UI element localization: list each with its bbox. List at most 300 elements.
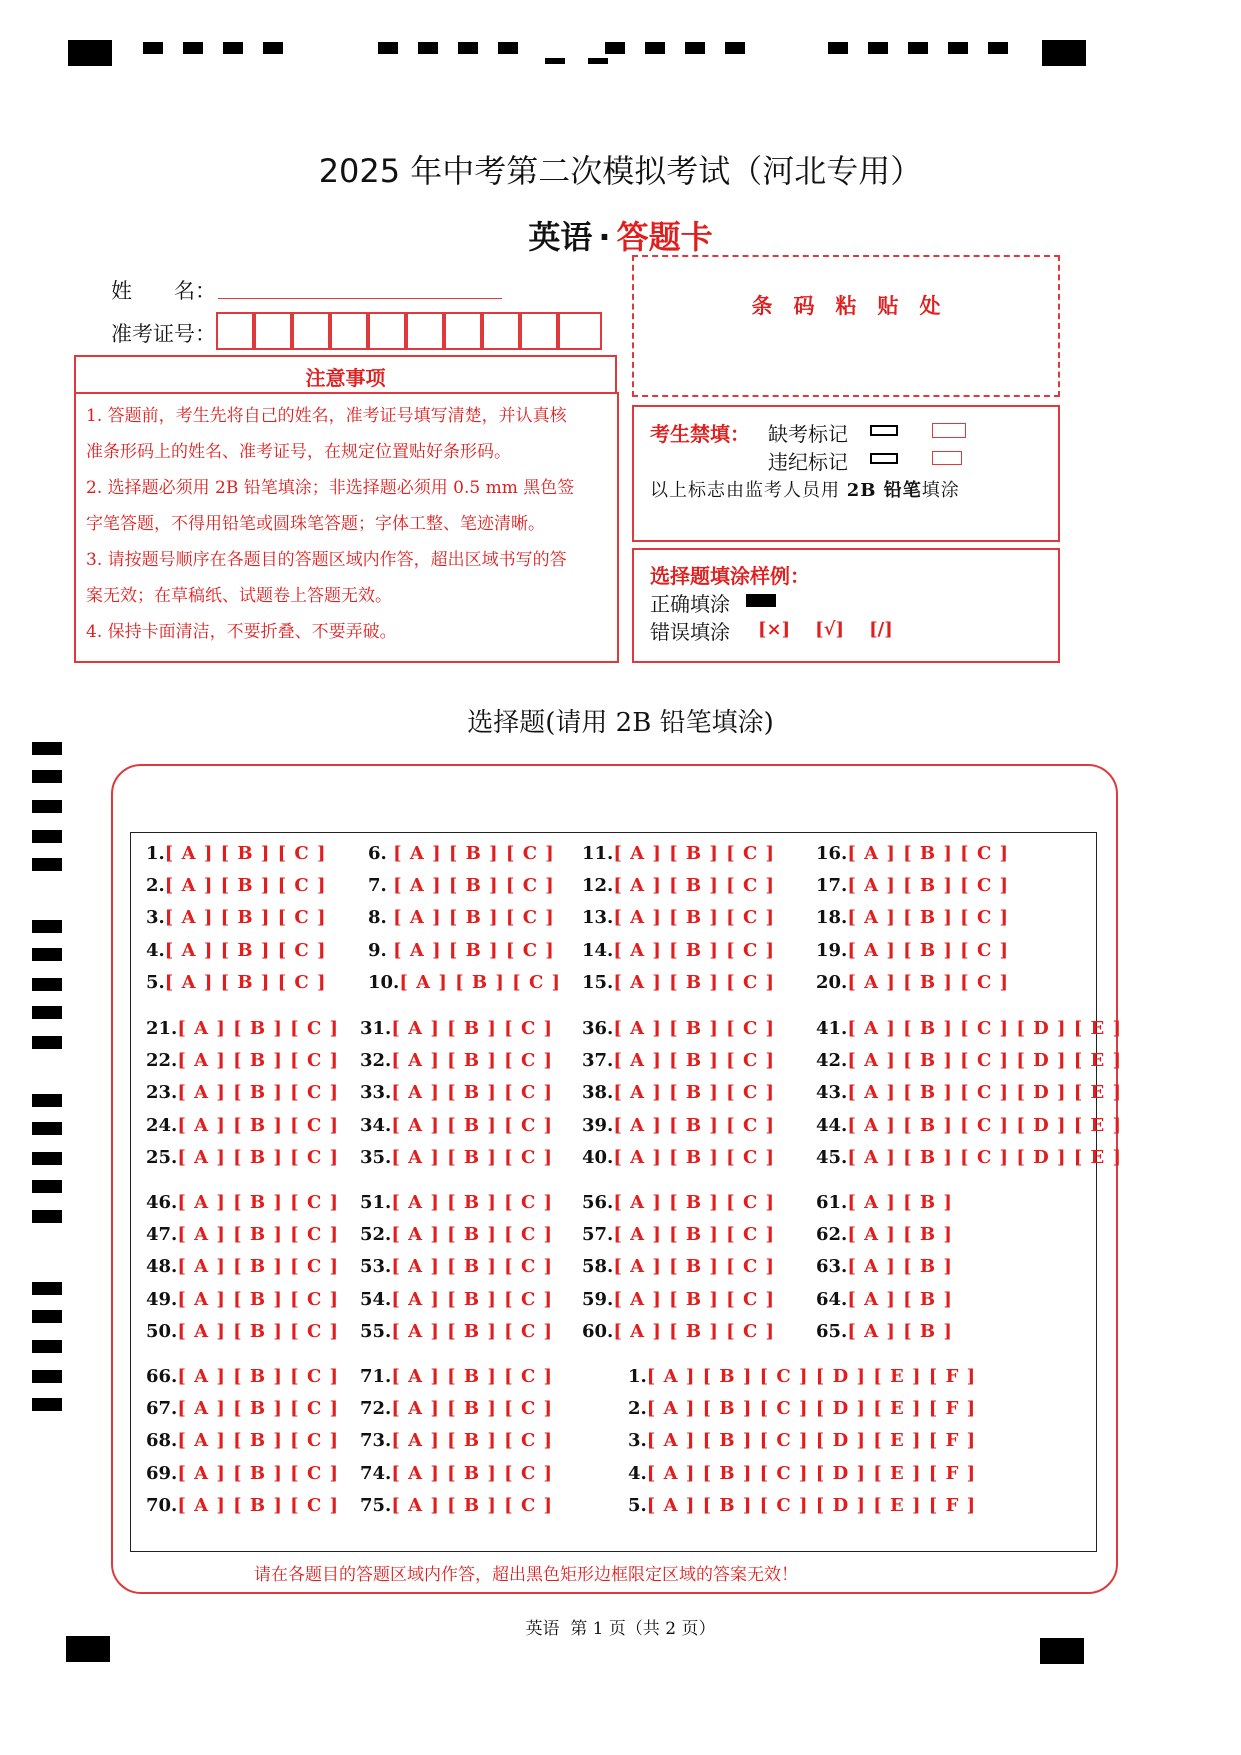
question-item[interactable] xyxy=(360,1495,553,1516)
question-number: 15. xyxy=(582,971,614,993)
question-number: 43. xyxy=(816,1082,848,1104)
question-item[interactable] xyxy=(816,1018,1122,1039)
question-item[interactable] xyxy=(360,1366,553,1387)
question-number: 73. xyxy=(360,1430,392,1452)
question-number: 8. xyxy=(368,907,394,929)
answer-options[interactable]: [ A ] [ B ] [ C ] xyxy=(393,939,555,961)
timing-mark xyxy=(223,42,243,54)
answer-options[interactable]: [ A ] [ B ] [ C ] xyxy=(391,1114,554,1136)
question-item[interactable] xyxy=(360,1192,553,1213)
question-number: 3. xyxy=(628,1430,647,1452)
question-number: 51. xyxy=(360,1192,392,1213)
answer-options[interactable]: [ A ] [ B ] [ C ] [ D ] [ E ] xyxy=(847,1114,1123,1136)
exam-id-cell[interactable] xyxy=(292,312,330,350)
notice-line: 4. 保持卡面清洁，不要折叠、不要弄破。 xyxy=(86,622,397,642)
answer-options[interactable]: [ A ] [ B ] [ C ] xyxy=(391,1288,554,1310)
timing-mark xyxy=(32,1180,62,1193)
question-item[interactable] xyxy=(146,1018,339,1039)
timing-mark xyxy=(32,1282,62,1295)
answer-options[interactable]: [ A ] [ B ] [ C ] xyxy=(177,1256,340,1278)
question-number: 23. xyxy=(146,1082,178,1104)
question-item[interactable] xyxy=(360,1463,553,1484)
question-item[interactable] xyxy=(146,875,327,896)
timing-mark xyxy=(828,42,848,54)
answer-options[interactable]: [ A ] [ B ] xyxy=(847,1288,953,1310)
answer-options[interactable]: [ A ] [ B ] [ C ] xyxy=(164,875,327,897)
answer-options[interactable]: [ A ] [ B ] [ C ] xyxy=(399,971,562,993)
question-item[interactable] xyxy=(582,843,775,864)
timing-mark xyxy=(32,1310,62,1323)
answer-options[interactable]: [ A ] [ B ] [ C ] xyxy=(391,1050,554,1072)
absent-mark-box[interactable] xyxy=(932,423,966,438)
question-item[interactable] xyxy=(146,1430,339,1451)
notice-line: 3. 请按题号顺序在各题目的答题区域内作答，超出区域书写的答 xyxy=(86,550,567,570)
timing-mark xyxy=(685,42,705,54)
question-number: 49. xyxy=(146,1288,178,1310)
proctor-title: 考生禁填： xyxy=(650,422,750,446)
notice-line: 字笔答题，不得用铅笔或圆珠笔答题；字体工整、笔迹清晰。 xyxy=(86,514,545,534)
question-item[interactable] xyxy=(146,1495,339,1516)
answer-options[interactable]: [ A ] [ B ] [ C ] xyxy=(391,1256,554,1278)
answer-options[interactable]: [ A ] [ B ] [ C ] xyxy=(391,1398,554,1420)
question-item[interactable] xyxy=(146,940,327,961)
notice-line: 1. 答题前，考生先将自己的姓名，准考证号填写清楚，并认真核 xyxy=(86,406,567,426)
absent-label: 缺考标记 xyxy=(768,422,848,446)
proctor-note-suffix: 填涂 xyxy=(921,480,960,501)
absent-sample-black xyxy=(870,425,898,436)
question-item[interactable] xyxy=(360,1289,553,1310)
answer-options[interactable]: [ A ] [ B ] [ C ] xyxy=(613,843,776,864)
question-number: 2. xyxy=(146,875,165,897)
question-item[interactable] xyxy=(146,1256,339,1277)
answer-options[interactable]: [ A ] [ B ] [ C ] xyxy=(847,971,1010,993)
question-item[interactable] xyxy=(628,1463,976,1484)
timing-mark xyxy=(948,42,968,54)
answer-options[interactable]: [ A ] [ B ] [ C ] xyxy=(613,875,776,897)
answer-options[interactable]: [ A ] [ B ] [ C ] xyxy=(177,1050,340,1072)
question-number: 44. xyxy=(816,1114,848,1136)
question-item[interactable] xyxy=(146,907,327,928)
question-item[interactable] xyxy=(582,1321,775,1342)
answer-card-label: 答题卡 xyxy=(616,218,713,256)
answer-options[interactable]: [ A ] [ B ] [ C ] xyxy=(164,907,327,929)
question-item[interactable] xyxy=(582,1018,775,1039)
question-number: 33. xyxy=(360,1082,392,1104)
question-item[interactable] xyxy=(582,907,775,928)
question-number: 1. xyxy=(146,843,165,864)
question-item[interactable] xyxy=(146,1289,339,1310)
question-number: 62. xyxy=(816,1224,848,1246)
answer-options[interactable]: [ A ] [ B ] [ C ] [ D ] [ E ] [ F ] xyxy=(646,1398,977,1420)
exam-id-cell[interactable] xyxy=(482,312,520,350)
answer-options[interactable]: [ A ] [ B ] [ C ] [ D ] [ E ] [ F ] xyxy=(646,1462,977,1484)
question-number: 22. xyxy=(146,1050,178,1072)
question-item[interactable] xyxy=(816,1192,953,1213)
question-number: 42. xyxy=(816,1050,848,1072)
question-item[interactable] xyxy=(582,940,775,961)
question-number: 32. xyxy=(360,1050,392,1072)
answer-options[interactable]: [ A ] [ B ] [ C ] xyxy=(847,939,1010,961)
answer-options[interactable]: [ A ] [ B ] [ C ] xyxy=(391,1018,554,1039)
question-item[interactable] xyxy=(816,907,1009,928)
answer-options[interactable]: [ A ] [ B ] [ C ] xyxy=(391,1082,554,1104)
answer-options[interactable]: [ A ] [ B ] [ C ] xyxy=(177,1398,340,1420)
question-item[interactable] xyxy=(146,972,327,993)
page-footer: 英语 第 1 页（共 2 页） xyxy=(525,1619,716,1639)
question-item[interactable] xyxy=(360,1398,553,1419)
question-number: 67. xyxy=(146,1398,178,1420)
timing-mark xyxy=(32,1340,62,1353)
question-item[interactable] xyxy=(816,1289,953,1310)
question-item[interactable] xyxy=(582,875,775,896)
notice-title: 注意事项 xyxy=(305,366,386,390)
exam-id-cell[interactable] xyxy=(216,312,254,350)
exam-id-cell[interactable] xyxy=(406,312,444,350)
exam-id-cell[interactable] xyxy=(558,312,602,350)
question-item[interactable] xyxy=(146,1115,339,1136)
question-item[interactable] xyxy=(628,1430,976,1451)
question-number: 9. xyxy=(368,939,394,961)
question-item[interactable] xyxy=(368,972,561,993)
answer-options[interactable]: [ A ] [ B ] [ C ] [ D ] [ E ] [ F ] xyxy=(646,1366,977,1387)
answer-options[interactable]: [ A ] [ B ] xyxy=(847,1192,953,1213)
question-item[interactable] xyxy=(628,1495,976,1516)
notice-line: 准条形码上的姓名、准考证号，在规定位置贴好条形码。 xyxy=(86,442,511,462)
timing-mark xyxy=(32,742,62,755)
question-item[interactable] xyxy=(582,972,775,993)
wrong-marks: [×] [√] [/] xyxy=(758,619,893,640)
answer-options[interactable]: [ A ] [ B ] [ C ] xyxy=(613,907,776,929)
question-item[interactable] xyxy=(146,1050,339,1071)
question-number: 55. xyxy=(360,1320,392,1342)
question-number: 71. xyxy=(360,1366,392,1387)
timing-mark xyxy=(498,42,518,54)
sample-title: 选择题填涂样例： xyxy=(650,564,810,588)
notice-line: 2. 选择题必须用 2B 铅笔填涂；非选择题必须用 0.5 mm 黑色签 xyxy=(86,478,575,498)
answer-options[interactable]: [ A ] [ B ] xyxy=(847,1320,953,1342)
question-item[interactable] xyxy=(816,972,1009,993)
timing-mark xyxy=(32,1122,62,1135)
question-number: 3. xyxy=(146,907,165,929)
answer-options[interactable]: [ A ] [ B ] [ C ] xyxy=(177,1114,340,1136)
question-number: 48. xyxy=(146,1256,178,1278)
question-number: 31. xyxy=(360,1018,392,1039)
section-title: 选择题(请用 2B 铅笔填涂) xyxy=(467,708,774,738)
answer-options[interactable]: [ A ] [ B ] [ C ] xyxy=(393,875,555,897)
timing-mark xyxy=(32,1006,62,1019)
answer-options[interactable]: [ A ] [ B ] [ C ] xyxy=(391,1320,554,1342)
question-item[interactable] xyxy=(360,1321,553,1342)
answer-options[interactable]: [ A ] [ B ] [ C ] xyxy=(613,1082,776,1104)
timing-mark xyxy=(645,42,665,54)
question-number: 4. xyxy=(628,1462,647,1484)
answer-options[interactable]: [ A ] [ B ] [ C ] xyxy=(177,1430,340,1452)
exam-id-cell[interactable] xyxy=(368,312,406,350)
answer-options[interactable]: [ A ] [ B ] [ C ] xyxy=(613,1320,776,1342)
timing-mark xyxy=(32,948,62,961)
answer-options[interactable]: [ A ] [ B ] [ C ] xyxy=(847,907,1010,929)
question-item[interactable] xyxy=(146,1366,339,1387)
exam-id-cell[interactable] xyxy=(444,312,482,350)
answer-options[interactable]: [ A ] [ B ] [ C ] [ D ] [ E ] [ F ] xyxy=(646,1494,977,1516)
question-item[interactable] xyxy=(816,875,1009,896)
question-item[interactable] xyxy=(368,843,555,864)
question-item[interactable] xyxy=(360,1256,553,1277)
answer-options[interactable]: [ A ] [ B ] [ C ] xyxy=(613,1288,776,1310)
question-item[interactable] xyxy=(816,1050,1122,1071)
question-number: 4. xyxy=(146,939,165,961)
question-item[interactable] xyxy=(816,1256,953,1277)
question-number: 19. xyxy=(816,939,848,961)
proctor-note-prefix: 以上标志由监考人员用 xyxy=(650,480,847,501)
question-number: 74. xyxy=(360,1462,392,1484)
answer-options[interactable]: [ A ] [ B ] xyxy=(847,1224,953,1246)
question-item[interactable] xyxy=(360,1224,553,1245)
question-number: 24. xyxy=(146,1114,178,1136)
question-item[interactable] xyxy=(360,1050,553,1071)
answer-options[interactable]: [ A ] [ B ] [ C ] xyxy=(613,971,776,993)
timing-mark xyxy=(32,920,62,933)
answer-options[interactable]: [ A ] [ B ] [ C ] xyxy=(613,1018,776,1039)
answer-options[interactable]: [ A ] [ B ] [ C ] [ D ] [ E ] [ F ] xyxy=(646,1430,977,1452)
question-number: 17. xyxy=(816,875,848,897)
answer-options[interactable]: [ A ] [ B ] [ C ] xyxy=(177,1462,340,1484)
correct-label: 正确填涂 xyxy=(650,592,730,616)
exam-id-label: 准考证号： xyxy=(111,322,216,346)
answer-options[interactable]: [ A ] [ B ] [ C ] xyxy=(177,1192,340,1213)
timing-mark xyxy=(32,830,62,843)
question-item[interactable] xyxy=(360,1082,553,1103)
timing-mark xyxy=(32,1036,62,1049)
question-number: 36. xyxy=(582,1018,614,1039)
timing-mark xyxy=(605,42,625,54)
answer-options[interactable]: [ A ] [ B ] [ C ] [ D ] [ E ] xyxy=(847,1018,1123,1039)
question-number: 60. xyxy=(582,1320,614,1342)
question-number: 13. xyxy=(582,907,614,929)
answer-options[interactable]: [ A ] [ B ] [ C ] xyxy=(391,1192,554,1213)
proctor-note xyxy=(650,476,960,502)
question-number: 58. xyxy=(582,1256,614,1278)
question-item[interactable] xyxy=(816,1115,1122,1136)
question-item[interactable] xyxy=(360,1147,553,1168)
question-item[interactable] xyxy=(628,1366,976,1387)
question-number: 40. xyxy=(582,1146,614,1168)
exam-id-cell[interactable] xyxy=(254,312,292,350)
question-item[interactable] xyxy=(816,1224,953,1245)
answer-options[interactable]: [ A ] [ B ] [ C ] xyxy=(847,843,1010,864)
question-item[interactable] xyxy=(146,1224,339,1245)
violation-label: 违纪标记 xyxy=(768,450,848,474)
question-item[interactable] xyxy=(582,1147,775,1168)
answer-options[interactable]: [ A ] [ B ] [ C ] xyxy=(164,843,327,864)
question-number: 70. xyxy=(146,1494,178,1516)
question-number: 53. xyxy=(360,1256,392,1278)
question-item[interactable] xyxy=(146,843,327,864)
question-item[interactable] xyxy=(816,1321,953,1342)
answer-options[interactable]: [ A ] [ B ] [ C ] xyxy=(391,1366,554,1387)
answer-options[interactable]: [ A ] [ B ] [ C ] xyxy=(177,1366,340,1387)
answer-options[interactable]: [ A ] [ B ] [ C ] [ D ] [ E ] xyxy=(847,1050,1123,1072)
question-item[interactable] xyxy=(816,1147,1122,1168)
question-item[interactable] xyxy=(582,1050,775,1071)
question-number: 7. xyxy=(368,875,394,897)
question-number: 20. xyxy=(816,971,848,993)
question-number: 61. xyxy=(816,1192,848,1213)
timing-mark xyxy=(988,42,1008,54)
answer-options[interactable]: [ A ] [ B ] [ C ] xyxy=(391,1224,554,1246)
timing-mark xyxy=(32,1370,62,1383)
timing-mark xyxy=(545,58,565,64)
proctor-note-bold: 2B 铅笔 xyxy=(846,480,922,501)
answer-options[interactable]: [ A ] [ B ] xyxy=(847,1256,953,1278)
question-item[interactable] xyxy=(582,1115,775,1136)
name-label: 姓 名： xyxy=(111,279,216,303)
question-item[interactable] xyxy=(146,1463,339,1484)
answer-options[interactable]: [ A ] [ B ] [ C ] xyxy=(391,1430,554,1452)
answer-options[interactable]: [ A ] [ B ] [ C ] xyxy=(177,1018,340,1039)
question-number: 5. xyxy=(628,1494,647,1516)
question-number: 25. xyxy=(146,1146,178,1168)
question-number: 5. xyxy=(146,971,165,993)
question-number: 64. xyxy=(816,1288,848,1310)
timing-mark xyxy=(908,42,928,54)
question-item[interactable] xyxy=(146,1147,339,1168)
answer-options[interactable]: [ A ] [ B ] [ C ] xyxy=(613,1050,776,1072)
question-number: 68. xyxy=(146,1430,178,1452)
question-number: 46. xyxy=(146,1192,178,1213)
answer-options[interactable]: [ A ] [ B ] [ C ] xyxy=(177,1288,340,1310)
question-number: 18. xyxy=(816,907,848,929)
timing-mark xyxy=(588,58,608,64)
violation-sample-black xyxy=(870,453,898,464)
timing-mark xyxy=(418,42,438,54)
answer-options[interactable]: [ A ] [ B ] [ C ] xyxy=(391,1146,554,1168)
wrong-label: 错误填涂 xyxy=(650,620,730,644)
question-item[interactable] xyxy=(582,1192,775,1213)
question-number: 34. xyxy=(360,1114,392,1136)
card-subtitle xyxy=(0,212,1241,258)
question-item[interactable] xyxy=(816,1082,1122,1103)
question-number: 66. xyxy=(146,1366,178,1387)
question-number: 38. xyxy=(582,1082,614,1104)
question-item[interactable] xyxy=(360,1018,553,1039)
question-item[interactable] xyxy=(360,1430,553,1451)
title-dot: · xyxy=(598,218,611,256)
question-item[interactable] xyxy=(146,1082,339,1103)
question-item[interactable] xyxy=(816,940,1009,961)
question-item[interactable] xyxy=(628,1398,976,1419)
notice-line: 案无效；在草稿纸、试题卷上答题无效。 xyxy=(86,586,392,606)
violation-mark-box[interactable] xyxy=(932,451,962,465)
question-item[interactable] xyxy=(368,907,555,928)
timing-mark xyxy=(868,42,888,54)
answer-options[interactable]: [ A ] [ B ] [ C ] [ D ] [ E ] xyxy=(847,1146,1123,1168)
answer-options[interactable]: [ A ] [ B ] [ C ] [ D ] [ E ] xyxy=(847,1082,1123,1104)
answer-options[interactable]: [ A ] [ B ] [ C ] xyxy=(177,1320,340,1342)
exam-title: 2025 年中考第二次模拟考试（河北专用） xyxy=(318,152,923,190)
question-number: 72. xyxy=(360,1398,392,1420)
question-number: 1. xyxy=(628,1366,647,1387)
question-item[interactable] xyxy=(360,1115,553,1136)
timing-mark xyxy=(725,42,745,54)
question-number: 11. xyxy=(582,843,614,864)
answer-options[interactable]: [ A ] [ B ] [ C ] xyxy=(847,875,1010,897)
barcode-label: 条 码 粘 贴 处 xyxy=(751,293,941,318)
correct-fill-sample xyxy=(746,594,776,607)
timing-mark xyxy=(458,42,478,54)
timing-mark xyxy=(32,770,62,783)
answer-options[interactable]: [ A ] [ B ] [ C ] xyxy=(164,971,327,993)
question-item[interactable] xyxy=(582,1224,775,1245)
answer-options[interactable]: [ A ] [ B ] [ C ] xyxy=(164,939,327,961)
timing-mark xyxy=(183,42,203,54)
name-field[interactable] xyxy=(218,296,502,299)
answer-options[interactable]: [ A ] [ B ] [ C ] xyxy=(177,1224,340,1246)
answer-options[interactable]: [ A ] [ B ] [ C ] xyxy=(177,1146,340,1168)
answer-options[interactable]: [ A ] [ B ] [ C ] xyxy=(391,1494,554,1516)
question-number: 50. xyxy=(146,1320,178,1342)
answer-options[interactable]: [ A ] [ B ] [ C ] xyxy=(177,1494,340,1516)
question-item[interactable] xyxy=(146,1321,339,1342)
question-number: 56. xyxy=(582,1192,614,1213)
answer-area-warning: 请在各题目的答题区域内作答，超出黑色矩形边框限定区域的答案无效！ xyxy=(254,1565,798,1585)
answer-options[interactable]: [ A ] [ B ] [ C ] xyxy=(613,1224,776,1246)
timing-mark xyxy=(378,42,398,54)
question-item[interactable] xyxy=(582,1289,775,1310)
answer-options[interactable]: [ A ] [ B ] [ C ] xyxy=(177,1082,340,1104)
question-item[interactable] xyxy=(146,1192,339,1213)
question-number: 63. xyxy=(816,1256,848,1278)
answer-options[interactable]: [ A ] [ B ] [ C ] xyxy=(393,907,555,929)
answer-options[interactable]: [ A ] [ B ] [ C ] xyxy=(613,939,776,961)
question-number: 57. xyxy=(582,1224,614,1246)
timing-mark xyxy=(32,858,62,871)
timing-mark xyxy=(32,978,62,991)
question-number: 54. xyxy=(360,1288,392,1310)
timing-mark xyxy=(263,42,283,54)
answer-options[interactable]: [ A ] [ B ] [ C ] xyxy=(391,1462,554,1484)
exam-id-cell[interactable] xyxy=(330,312,368,350)
question-item[interactable] xyxy=(816,843,1009,864)
timing-mark xyxy=(32,1210,62,1223)
timing-mark xyxy=(1040,1638,1084,1664)
question-item[interactable] xyxy=(582,1082,775,1103)
question-number: 39. xyxy=(582,1114,614,1136)
timing-mark xyxy=(143,42,163,54)
answer-options[interactable]: [ A ] [ B ] [ C ] xyxy=(613,1256,776,1278)
question-number: 45. xyxy=(816,1146,848,1168)
answer-options[interactable]: [ A ] [ B ] [ C ] xyxy=(613,1114,776,1136)
question-item[interactable] xyxy=(368,940,555,961)
answer-options[interactable]: [ A ] [ B ] [ C ] xyxy=(613,1146,776,1168)
answer-options[interactable]: [ A ] [ B ] [ C ] xyxy=(613,1192,776,1213)
question-number: 59. xyxy=(582,1288,614,1310)
answer-options[interactable]: [ A ] [ B ] [ C ] xyxy=(393,843,555,864)
question-item[interactable] xyxy=(146,1398,339,1419)
timing-mark xyxy=(32,1152,62,1165)
question-number: 14. xyxy=(582,939,614,961)
subject-label: 英语 xyxy=(528,218,593,256)
question-number: 52. xyxy=(360,1224,392,1246)
timing-mark xyxy=(68,40,112,66)
exam-id-cell[interactable] xyxy=(520,312,558,350)
question-item[interactable] xyxy=(582,1256,775,1277)
question-number: 2. xyxy=(628,1398,647,1420)
question-number: 37. xyxy=(582,1050,614,1072)
question-number: 75. xyxy=(360,1494,392,1516)
question-item[interactable] xyxy=(368,875,555,896)
question-number: 41. xyxy=(816,1018,848,1039)
